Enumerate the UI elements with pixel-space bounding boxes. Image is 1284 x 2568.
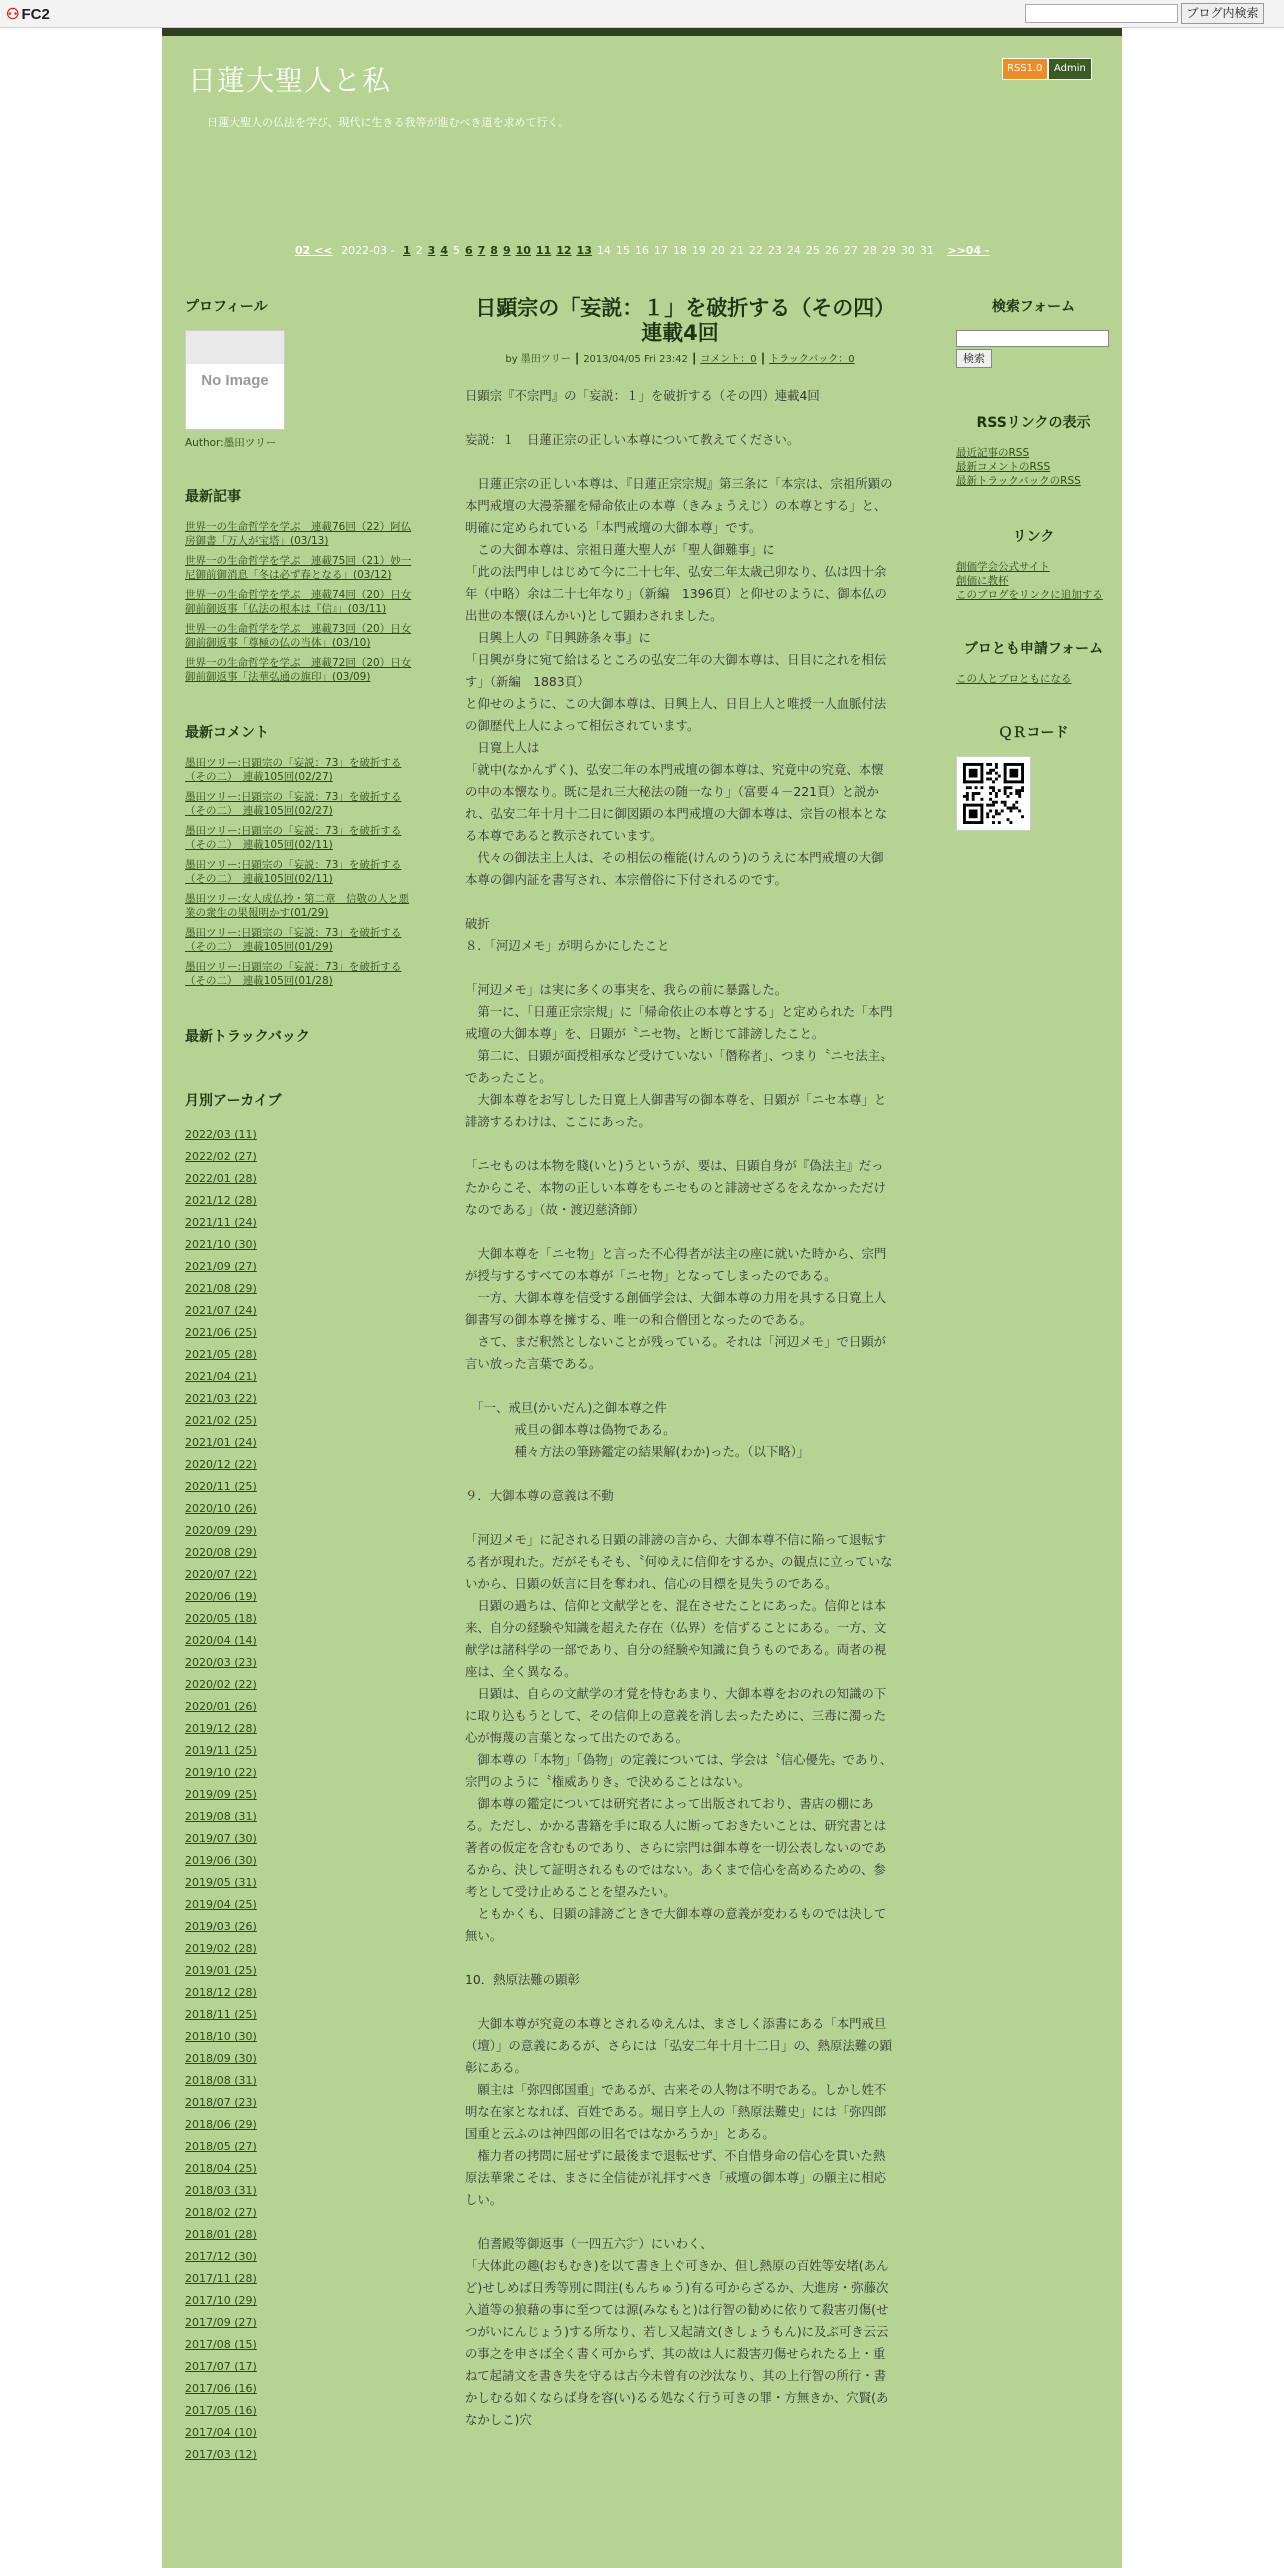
recent-articles-heading: 最新記事 <box>185 489 241 505</box>
profile-heading: プロフィール <box>185 299 268 315</box>
archive-link[interactable]: 2017/12 (30) <box>185 2250 257 2263</box>
fc2-header-bar <box>0 0 1284 28</box>
calendar-day: 27 <box>843 244 858 257</box>
entry-paragraph: 妄説：１ 日蓮正宗の正しい本尊について教えてください。 <box>465 432 800 447</box>
archive-link[interactable]: 2020/05 (18) <box>185 1612 257 1625</box>
entry-paragraph: 権力者の拷問に屈せずに最後まで退転せず、不自惜身命の信心を貫いた熱原法華衆こそは、まさに全信徒が礼拝すべき「戒壇の御本尊」の願主に相応しい。 <box>465 2148 887 2207</box>
entry-comment-link[interactable]: コメント：0 <box>700 354 757 365</box>
calendar-day[interactable]: 8 <box>490 244 498 257</box>
left-sidebar <box>185 296 415 2466</box>
calendar-day: 19 <box>691 244 706 257</box>
blog-description: 日蓮大聖人の仏法を学び、現代に生きる我等が進むべき道を求めて行く。 <box>207 116 570 129</box>
entry-paragraph: 大御本尊をお写しした日寛上人御書写の御本尊を、日顕が「ニセ本尊」と誹謗するわけは、ここにあった。 <box>465 1092 887 1129</box>
entry-paragraph <box>465 451 895 473</box>
archive-link[interactable]: 2018/12 (28) <box>185 1986 257 1999</box>
entry-paragraph: さて、まだ釈然としないことが残っている。それは「河辺メモ」で日顕が言い放った言葉である。 <box>465 1334 887 1371</box>
archive-link[interactable]: 2019/12 (28) <box>185 1722 257 1735</box>
profile-author: Author:墨田ツリー <box>185 437 277 449</box>
calendar-day[interactable]: 7 <box>477 244 486 257</box>
archive-link[interactable]: 2021/12 (28) <box>185 1194 257 1207</box>
right-sidebar <box>956 296 1111 831</box>
entry-body <box>465 385 895 2431</box>
archive-link[interactable]: 2022/02 (27) <box>185 1150 257 1163</box>
calendar-day[interactable]: 3 <box>427 244 436 257</box>
archive-link[interactable]: 2018/11 (25) <box>185 2008 257 2021</box>
entry-trackback-link[interactable]: トラックバック：0 <box>769 354 855 365</box>
archive-link[interactable]: 2020/12 (22) <box>185 1458 257 1471</box>
archive-link[interactable]: 2021/10 (30) <box>185 1238 257 1251</box>
archive-link[interactable]: 2020/03 (23) <box>185 1656 257 1669</box>
entry-paragraph <box>465 1947 895 1969</box>
archive-link[interactable]: 2019/01 (25) <box>185 1964 257 1977</box>
main-content <box>465 296 906 2431</box>
entry-paragraph <box>465 1463 895 1485</box>
entry-paragraph <box>465 957 895 979</box>
profile-avatar <box>185 330 285 430</box>
calendar-bar <box>295 244 995 257</box>
rss-link[interactable]: 最新コメントのRSS <box>956 461 1051 473</box>
archive-list <box>185 1124 415 2466</box>
archive-link[interactable]: 2020/08 (29) <box>185 1546 257 1559</box>
recent-articles-list <box>185 520 415 684</box>
entry-paragraph: ９．大御本尊の意義は不動 <box>465 1488 614 1503</box>
entry-paragraph: 戒旦の御本尊は偽物である。 <box>465 1422 676 1437</box>
entry-paragraph: 御本尊の鑑定については研究者によって出版されており、書店の棚にある。ただし、かかる書籍を手に取る人に断っておきたいことは、研究書とは著者の仮定を含むものであり、さらに宗門は御本尊を一切公表しないのであるから、決して証明されるものではない。あくまで信心を高めるための、参考として受け止めることを望みたい。 <box>465 1796 887 1899</box>
entry-paragraph: 日顕の過ちは、信仰と文献学とを、混在させたことにあった。信仰とは本来、自分の経験や知識を超えた存在（仏界）を信ずることにある。一方、文献学は諸科学の一部であり、自分の経験や知識に負うものである。両者の視座は、全く異なる。 <box>465 1598 887 1679</box>
fc2-search-input[interactable] <box>1025 4 1178 23</box>
recent-trackbacks-heading: 最新トラックバック <box>185 1029 310 1045</box>
archive-link[interactable]: 2022/03 (11) <box>185 1128 257 1141</box>
entry-paragraph: 大御本尊が究竟の本尊とされるゆえんは、まさしく添書にある「本門戒旦（壇）」の意義にあるが、さらには「弘安二年十月十二日」の、熱原法難の顕彰にある。 <box>465 2016 892 2075</box>
archive-link[interactable]: 2018/08 (31) <box>185 2074 257 2087</box>
archive-link[interactable]: 2021/06 (25) <box>185 1326 257 1339</box>
entry-paragraph <box>465 407 895 429</box>
archive-link[interactable]: 2017/09 (27) <box>185 2316 257 2329</box>
archive-link[interactable]: 2021/03 (22) <box>185 1392 257 1405</box>
entry-paragraph: 御本尊の「本物」「偽物」の定義については、学会は〝信心優先〟であり、宗門のように〝権威ありき〟で決めることはない。 <box>465 1752 893 1789</box>
top-band <box>162 28 1122 36</box>
archive-link[interactable]: 2020/07 (22) <box>185 1568 257 1581</box>
recent-comments-list <box>185 756 415 988</box>
archive-link[interactable]: 2018/02 (27) <box>185 2206 257 2219</box>
recent-article-link[interactable]: 世界一の生命哲学を学ぶ 連載75回（21）妙一尼御前御消息「冬は必ず春となる」(03/12) <box>185 555 412 581</box>
archive-link[interactable]: 2019/05 (31) <box>185 1876 257 1889</box>
entry-paragraph: 代々の御法主上人は、その相伝の権能(けんのう)のうえに本門戒壇の大御本尊の御内証を書写され、本宗僧俗に下付されるのです。 <box>465 850 884 887</box>
archive-link[interactable]: 2020/09 (29) <box>185 1524 257 1537</box>
entry-paragraph: 「大体此の趣(おもむき)を以て書き上ぐ可きか、但し熱原の百姓等安堵(あんど)せしめば日秀等別に問注(もんちゅう)有る可からざるか、大進房・弥藤次入道等の狼藉の事に至つては源(みなもと)は行智の勧めに依りて殺害刃傷(せつがいにんじょう)する所なり、若し又起請文(きしょうもん)に及ぶ可き云云の事之を申さば全く書く可からず、其の故は人に殺害刃傷せられたる上・重ねて起請文を書き失を守るは古今未曾有の沙汰なり、其の上行智の所行・書かしむる如くならば身を容(い)るる処なく行う可きの罪・方無きか、穴賢(あなかしこ)穴 <box>465 2258 889 2427</box>
entry-paragraph: 日蓮正宗の正しい本尊は、『日蓮正宗宗規』第三条に「本宗は、宗祖所顕の本門戒壇の大漫荼羅を帰命依止の本尊（きみょうえじ）の本尊とする」と、明確に定められている「本門戒壇の大御本尊」です。 <box>465 476 893 535</box>
calendar-day[interactable]: 10 <box>515 244 531 257</box>
calendar-day: 31 <box>919 244 934 257</box>
blog-search-button[interactable]: 検索 <box>956 349 992 368</box>
archive-link[interactable]: 2017/07 (17) <box>185 2360 257 2373</box>
entry-paragraph: 願主は「弥四郎国重」であるが、古来その人物は不明である。しかし姓不明な在家となれば、百姓である。堀日亨上人の「熱原法難史」には「弥四郎国重と云ふのは神四郎の旧名ではなかろうか」とある。 <box>465 2082 887 2141</box>
qr-code-image <box>963 763 1024 824</box>
archive-link[interactable]: 2019/02 (28) <box>185 1942 257 1955</box>
rss-links-heading: RSSリンクの表示 <box>976 415 1091 431</box>
external-link[interactable]: 創価に教杯 <box>956 575 1009 587</box>
entry-paragraph <box>465 1221 895 1243</box>
calendar-day[interactable]: 1 <box>403 244 411 257</box>
entry-paragraph <box>465 1991 895 2013</box>
calendar-month: 2022-03 - <box>341 244 395 257</box>
entry-paragraph: この大御本尊は、宗祖日蓮大聖人が「聖人御難事」に <box>465 542 775 557</box>
archive-link[interactable]: 2021/07 (24) <box>185 1304 257 1317</box>
rss-link[interactable]: 最近記事のRSS <box>956 447 1030 459</box>
archive-link[interactable]: 2018/09 (30) <box>185 2052 257 2065</box>
calendar-day: 23 <box>767 244 782 257</box>
archive-link[interactable]: 2019/06 (30) <box>185 1854 257 1867</box>
archive-link[interactable]: 2021/08 (29) <box>185 1282 257 1295</box>
external-link[interactable]: 創価学会公式サイト <box>956 561 1050 573</box>
blog-title[interactable]: 日蓮大聖人と私 <box>188 64 392 97</box>
fc2-logo-text: FC2 <box>21 6 50 23</box>
entry-paragraph: 「河辺メモ」は実に多くの事実を、我らの前に暴露した。 <box>465 982 788 997</box>
fc2-search-button[interactable]: ブログ内検索 <box>1181 3 1264 24</box>
entry-paragraph: 「河辺メモ」に記される日顕の誹謗の言から、大御本尊不信に陥って退転する者が現れた。だがそもそも、〝何ゆえに信仰をするか〟の観点に立っていないから、日顕の妖言に目を奪われ、信心の目標を見失うのである。 <box>465 1532 893 1591</box>
entry-paragraph <box>465 1375 895 1397</box>
archive-link[interactable]: 2021/11 (24) <box>185 1216 257 1229</box>
archive-link[interactable]: 2020/01 (26) <box>185 1700 257 1713</box>
archive-link[interactable]: 2017/03 (12) <box>185 2448 257 2461</box>
archive-heading: 月別アーカイブ <box>185 1093 282 1109</box>
entry-paragraph: 日興上人の『日興跡条々事』に <box>465 630 651 645</box>
calendar-day: 16 <box>634 244 649 257</box>
entry-paragraph: 「一、戒旦(かいだん)之御本尊之件 <box>465 1400 667 1415</box>
entry-date: 2013/04/05 Fri 23:42 <box>583 354 688 365</box>
entry-paragraph: 日寛上人は <box>465 740 540 755</box>
blog-search-input[interactable] <box>956 330 1109 347</box>
calendar-day[interactable]: 13 <box>576 244 592 257</box>
entry-paragraph <box>465 1133 895 1155</box>
friend-form-heading: ブロとも申請フォーム <box>963 641 1104 657</box>
archive-link[interactable]: 2021/02 (25) <box>185 1414 257 1427</box>
archive-link[interactable]: 2017/05 (16) <box>185 2404 257 2417</box>
archive-link[interactable]: 2018/04 (25) <box>185 2162 257 2175</box>
entry-paragraph: 破折 <box>465 916 490 931</box>
recent-comment-link[interactable]: 墨田ツリー:日顕宗の「妄説：73」を破折する（その二） 連載105回(02/27) <box>185 757 402 783</box>
calendar-day: 26 <box>824 244 839 257</box>
entry-paragraph: ともかくも、日顕の誹謗ごときで大御本尊の意義が変わるものでは決して無い。 <box>465 1906 887 1943</box>
calendar-day[interactable]: 4 <box>440 244 448 257</box>
entry-paragraph: 日顕宗『不宗門』の「妄説：１」を破折する（その四）連載4回 <box>465 388 820 403</box>
entry-paragraph: ８．「河辺メモ」が明らかにしたこと <box>465 938 670 953</box>
recent-article-link[interactable]: 世界一の生命哲学を学ぶ 連載76回（22）阿仏房御書「万人が宝塔」(03/13) <box>185 521 412 547</box>
archive-link[interactable]: 2022/01 (28) <box>185 1172 257 1185</box>
friend-request-link[interactable]: この人とブロともになる <box>956 673 1072 685</box>
entry-paragraph: 「就中(なかんずく)、弘安二年の本門戒壇の御本尊は、究竟中の究竟、本懐の中の本懐なり。既に是れ三大秘法の随一なり」（富要４－221頁）と説かれ、弘安二年十月十二日に御図顕の本門戒壇の大御本尊は、宗旨の根本となる本尊であると教示されています。 <box>465 762 888 843</box>
archive-link[interactable]: 2018/05 (27) <box>185 2140 257 2153</box>
entry-author: by 墨田ツリー <box>505 354 571 365</box>
archive-link[interactable]: 2020/10 (26) <box>185 1502 257 1515</box>
recent-comments-heading: 最新コメント <box>185 725 269 741</box>
archive-link[interactable]: 2019/04 (25) <box>185 1898 257 1911</box>
archive-link[interactable]: 2020/02 (22) <box>185 1678 257 1691</box>
entry-paragraph: 「ニセものは本物を賤(いと)うというが、要は、日顕自身が『偽法主』だったからこそ、本物の正しい本尊をもニセものと誹謗せざるをえなかっただけなのである」（故・渡辺慈済師） <box>465 1158 887 1217</box>
links-list <box>956 560 1111 602</box>
calendar-day: 22 <box>748 244 763 257</box>
archive-link[interactable]: 2019/07 (30) <box>185 1832 257 1845</box>
archive-link[interactable]: 2017/10 (29) <box>185 2294 257 2307</box>
entry-paragraph: 一方、大御本尊を信受する創価学会は、大御本尊の力用を具する日寛上人御書写の御本尊を擁する、唯一の和合僧団となったのである。 <box>465 1290 887 1327</box>
archive-link[interactable]: 2017/06 (16) <box>185 2382 257 2395</box>
archive-link[interactable]: 2019/11 (25) <box>185 1744 257 1757</box>
entry-paragraph: 「日興が身に宛て給はるところの弘安二年の大御本尊は、日目に之れを相伝す」（新編 1883頁） <box>465 652 887 689</box>
archive-link[interactable]: 2017/04 (10) <box>185 2426 257 2439</box>
entry-paragraph <box>465 1507 895 1529</box>
calendar-next-link[interactable]: >>04 - <box>947 244 990 257</box>
archive-link[interactable]: 2019/09 (25) <box>185 1788 257 1801</box>
calendar-day: 18 <box>672 244 687 257</box>
recent-comment-link[interactable]: 墨田ツリー:日顕宗の「妄説：73」を破折する（その二） 連載105回(01/29) <box>185 927 402 953</box>
noimage-label: No Image <box>201 371 269 389</box>
calendar-day[interactable]: 6 <box>464 244 473 257</box>
recent-comment-link[interactable]: 墨田ツリー:日顕宗の「妄説：73」を破折する（その二） 連載105回(01/28) <box>185 961 402 987</box>
rss-button[interactable]: RSS1.0 <box>1002 58 1048 80</box>
archive-link[interactable]: 2021/09 (27) <box>185 1260 257 1273</box>
entry-title[interactable]: 日顕宗の「妄説：１」を破折する（その四） 連載4回 <box>475 296 906 345</box>
external-link[interactable]: このブログをリンクに追加する <box>956 589 1103 601</box>
archive-link[interactable]: 2018/06 (29) <box>185 2118 257 2131</box>
archive-link[interactable]: 2020/11 (25) <box>185 1480 257 1493</box>
entry-paragraph: 第二に、日顕が面授相承など受けていない「僭称者」、つまり〝ニセ法主〟であったこと。 <box>465 1048 893 1085</box>
calendar-day[interactable]: 12 <box>556 244 572 257</box>
archive-link[interactable]: 2021/05 (28) <box>185 1348 257 1361</box>
entry-paragraph: と仰せのように、この大御本尊は、日興上人、日目上人と唯授一人血脈付法の御歴代上人によって相伝されています。 <box>465 696 887 733</box>
fc2-logo[interactable] <box>6 5 50 23</box>
calendar-day: 15 <box>615 244 630 257</box>
recent-article-link[interactable]: 世界一の生命哲学を学ぶ 連載72回（20）日女御前御返事「法華弘通の旗印」(03/09) <box>185 657 412 683</box>
links-heading: リンク <box>1012 529 1055 545</box>
rss-links-list <box>956 446 1111 488</box>
recent-article-link[interactable]: 世界一の生命哲学を学ぶ 連載73回（20）日女御前御返事「尊極の仏の当体」(03/10) <box>185 623 412 649</box>
calendar-day: 30 <box>900 244 915 257</box>
entry-paragraph: 日顕は、自らの文献学の才覚を恃むあまり、大御本尊をおのれの知識の下に取り込もうとして、その信仰上の意義を消し去ったために、三毒に濁った心が悔蔑の言葉となって出たのである。 <box>465 1686 887 1745</box>
archive-link[interactable]: 2018/03 (31) <box>185 2184 257 2197</box>
recent-comment-link[interactable]: 墨田ツリー:日顕宗の「妄説：73」を破折する（その二） 連載105回(02/11) <box>185 859 402 885</box>
qr-heading: ＱＲコード <box>998 725 1069 741</box>
entry-paragraph: 第一に、「日蓮正宗宗規」に「帰命依止の本尊とする」と定められた「本門戒壇の大御本尊」を、日顕が〝ニセ物〟と断じて誹謗したこと。 <box>465 1004 893 1041</box>
calendar-day: 17 <box>653 244 668 257</box>
entry-paragraph: 大御本尊を「ニセ物」と言った不心得者が法主の座に就いた時から、宗門が授与するすべての本尊が「ニセ物」となってしまったのである。 <box>465 1246 887 1283</box>
qr-code <box>956 756 1031 831</box>
calendar-day: 24 <box>786 244 801 257</box>
calendar-day[interactable]: 11 <box>535 244 552 257</box>
entry-paragraph: 10．熱原法難の顕彰 <box>465 1972 580 1987</box>
calendar-day: 29 <box>881 244 896 257</box>
calendar-day: 20 <box>710 244 725 257</box>
entry-paragraph: 「此の法門申しはじめて今に二十七年、弘安二年太歳己卯なり、仏は四十余年（中略）余は二十七年なり」（新編 1396頁）と仰せのように、御本仏の出世の本懐(ほんかい)として顕わされました。 <box>465 564 887 623</box>
archive-link[interactable]: 2021/04 (21) <box>185 1370 257 1383</box>
archive-link[interactable]: 2021/01 (24) <box>185 1436 257 1449</box>
calendar-day: 25 <box>805 244 820 257</box>
recent-comment-link[interactable]: 墨田ツリー:日顕宗の「妄説：73」を破折する（その二） 連載105回(02/11) <box>185 825 402 851</box>
recent-comment-link[interactable]: 墨田ツリー:女人成仏抄・第二章 信敬の人と悪業の衆生の果報明かす(01/29) <box>185 893 410 919</box>
entry-paragraph: 種々方法の筆跡鑑定の結果解(わか)った。（以下略）」 <box>465 1444 810 1459</box>
blog-container <box>162 28 1122 2568</box>
entry-paragraph <box>465 2211 895 2233</box>
calendar-day: 14 <box>596 244 611 257</box>
calendar-days <box>403 244 939 257</box>
recent-comment-link[interactable]: 墨田ツリー:日顕宗の「妄説：73」を破折する（その二） 連載105回(02/27) <box>185 791 402 817</box>
calendar-day: 21 <box>729 244 744 257</box>
recent-article-link[interactable]: 世界一の生命哲学を学ぶ 連載74回（20）日女御前御返事「仏法の根本は『信』」(03/11) <box>185 589 412 615</box>
archive-link[interactable]: 2019/03 (26) <box>185 1920 257 1933</box>
archive-link[interactable]: 2020/04 (14) <box>185 1634 257 1647</box>
entry-paragraph <box>465 891 895 913</box>
archive-link[interactable]: 2018/10 (30) <box>185 2030 257 2043</box>
archive-link[interactable]: 2020/06 (19) <box>185 1590 257 1603</box>
archive-link[interactable]: 2019/08 (31) <box>185 1810 257 1823</box>
calendar-day[interactable]: 9 <box>502 244 511 257</box>
calendar-day: 2 <box>415 244 423 257</box>
archive-link[interactable]: 2019/10 (22) <box>185 1766 257 1779</box>
archive-link[interactable]: 2017/08 (15) <box>185 2338 257 2351</box>
archive-link[interactable]: 2018/07 (23) <box>185 2096 257 2109</box>
archive-link[interactable]: 2018/01 (28) <box>185 2228 257 2241</box>
search-form-heading: 検索フォーム <box>991 299 1076 315</box>
rss-link[interactable]: 最新トラックバックのRSS <box>956 475 1081 487</box>
entry-meta: by 墨田ツリー ┃ 2013/04/05 Fri 23:42 ┃ コメント：0 ┃ トラックバック：0 <box>505 354 855 365</box>
calendar-day: 5 <box>452 244 460 257</box>
calendar-day: 28 <box>862 244 877 257</box>
calendar-prev-link[interactable]: 02 << <box>295 244 333 257</box>
entry-paragraph: 伯耆殿等御返事（一四五六㌻）にいわく、 <box>465 2236 713 2251</box>
fc2-logo-icon: ⚇ <box>6 6 20 23</box>
archive-link[interactable]: 2017/11 (28) <box>185 2272 257 2285</box>
admin-button[interactable]: Admin <box>1048 58 1092 80</box>
